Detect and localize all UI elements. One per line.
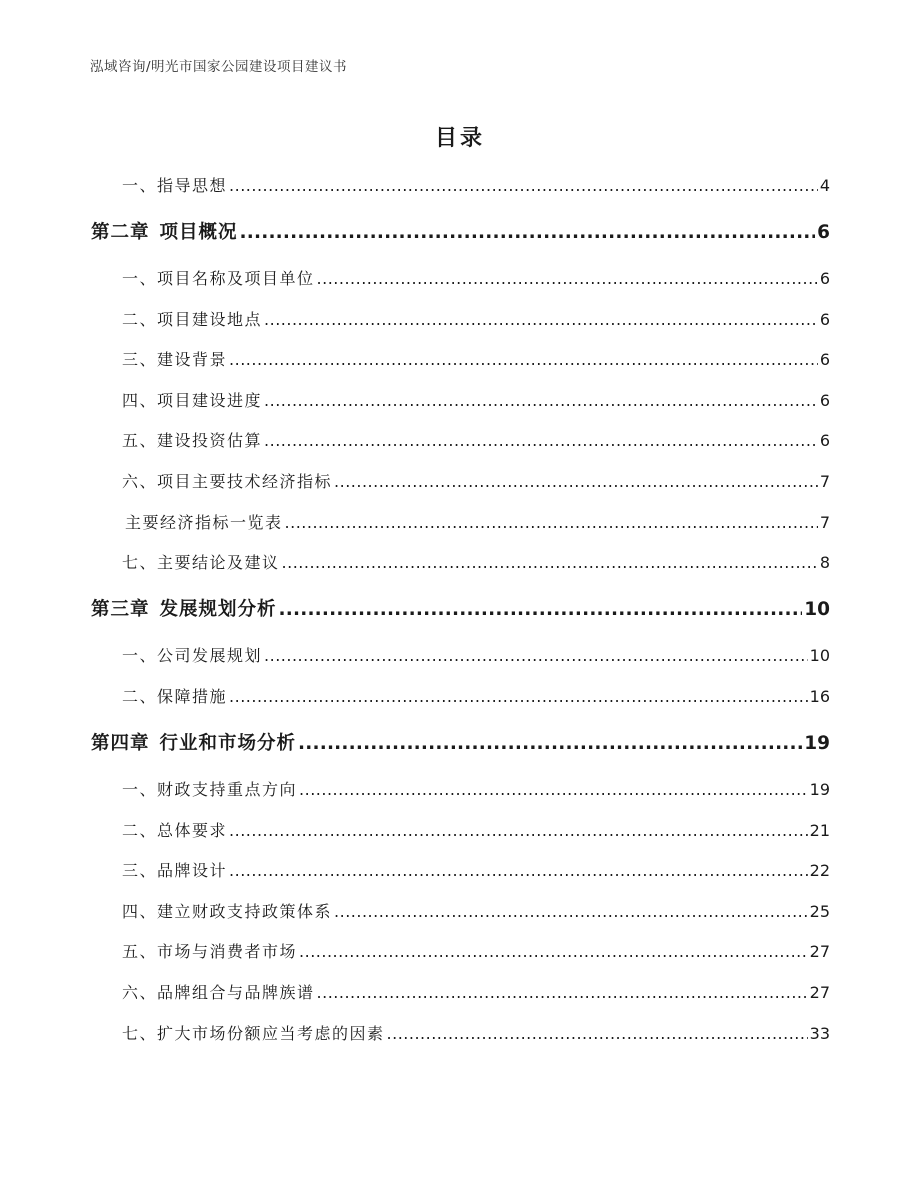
toc-section-entry[interactable]: [91, 259, 830, 300]
toc-entry-number: 六、: [122, 472, 158, 492]
toc-section-entry[interactable]: [91, 677, 830, 718]
toc-entry-text: 总体要求: [157, 820, 228, 840]
toc-entry-text: 项目主要技术经济指标: [157, 472, 333, 492]
toc-section-entry[interactable]: [91, 1014, 830, 1055]
dot-leader: [298, 718, 802, 771]
toc-page-number: 25: [809, 901, 830, 921]
dot-leader: [282, 543, 818, 584]
dot-leader: [229, 811, 808, 852]
toc-section-entry[interactable]: [91, 381, 830, 422]
toc-entry-number: 六、: [122, 983, 158, 1002]
toc-entry-number: 第四章: [91, 732, 150, 754]
toc-page-number: 10: [804, 598, 830, 620]
toc-entry-number: 一、: [122, 646, 158, 666]
toc-entry-text: 项目名称及项目单位: [157, 269, 315, 289]
toc-section-entry[interactable]: [91, 636, 830, 677]
dot-leader: [317, 259, 818, 300]
dot-leader: [229, 340, 818, 381]
toc-section-entry[interactable]: [91, 462, 830, 503]
toc-entry-text: 财政支持重点方向: [157, 780, 298, 800]
dot-leader: [264, 421, 818, 462]
toc-entry-text: 公司发展规划: [157, 646, 263, 666]
toc-chapter-entry[interactable]: [91, 718, 830, 771]
toc-section-entry[interactable]: [91, 851, 830, 892]
toc-page-number: 6: [817, 221, 830, 243]
toc-entry-number: 一、: [122, 176, 158, 195]
toc-entry-text: 品牌组合与品牌族谱: [157, 983, 315, 1002]
toc-entry-number: 三、: [122, 861, 158, 881]
toc-section-entry[interactable]: [91, 770, 830, 811]
dot-leader: [285, 503, 818, 544]
toc-section-entry[interactable]: [91, 973, 830, 1014]
dot-leader: [317, 973, 808, 1014]
toc-page-number: 27: [809, 983, 830, 1002]
toc-entry-number: 二、: [122, 686, 158, 706]
toc-entry-text: 主要结论及建议: [157, 553, 280, 573]
toc-entry-text: 主要经济指标一览表: [125, 512, 283, 532]
toc-section-entry[interactable]: [91, 503, 830, 544]
toc-section-entry[interactable]: [91, 166, 830, 207]
toc-entry-text: 建设投资估算: [157, 431, 263, 451]
toc-page-number: 6: [819, 350, 830, 370]
dot-leader: [264, 381, 818, 422]
toc-page-number: 6: [819, 431, 830, 451]
toc-page-number: 7: [819, 512, 830, 532]
toc-entry-number: 二、: [122, 309, 158, 329]
toc-page-number: 6: [819, 269, 830, 289]
toc-entry-number: 四、: [122, 390, 158, 410]
toc-page-number: 16: [809, 686, 830, 706]
toc-entry-number: 一、: [122, 269, 158, 289]
dot-leader: [229, 677, 808, 718]
toc-page-number: 21: [809, 820, 830, 840]
dot-leader: [240, 207, 816, 260]
toc-entry-number: 七、: [122, 553, 158, 573]
dot-leader: [279, 584, 803, 637]
toc-entry-text: 指导思想: [157, 176, 228, 195]
toc-entry-text: 市场与消费者市场: [157, 942, 298, 962]
toc-entry-text: 项目建设地点: [157, 309, 263, 329]
dot-leader: [264, 636, 808, 677]
toc-entry-number: 二、: [122, 820, 158, 840]
dot-leader: [334, 462, 818, 503]
toc-entry-number: 三、: [122, 350, 158, 370]
toc-page-number: 7: [819, 472, 830, 492]
toc-section-entry[interactable]: [91, 300, 830, 341]
toc-entry-text: 项目概况: [159, 221, 238, 243]
toc-entry-number: 五、: [122, 431, 158, 451]
dot-leader: [229, 851, 808, 892]
toc-page-number: 33: [809, 1023, 830, 1043]
dot-leader: [299, 932, 808, 973]
toc-page-number: 19: [809, 780, 830, 800]
toc-entry-text: 建设背景: [157, 350, 228, 370]
toc-section-entry[interactable]: [91, 932, 830, 973]
dot-leader: [334, 892, 808, 933]
toc-entry-number: 第三章: [91, 598, 150, 620]
dot-leader: [299, 770, 808, 811]
toc-page-number: 27: [809, 942, 830, 962]
toc-entry-text: 保障措施: [157, 686, 228, 706]
toc-entry-number: 七、: [122, 1023, 158, 1043]
toc-chapter-entry[interactable]: [91, 584, 830, 637]
toc-section-entry[interactable]: [91, 543, 830, 584]
toc-page-number: 6: [819, 390, 830, 410]
toc-entry-text: 建立财政支持政策体系: [157, 901, 333, 921]
toc-chapter-entry[interactable]: [91, 207, 830, 260]
toc-entry-text: 品牌设计: [157, 861, 228, 881]
toc-entry-text: 项目建设进度: [157, 390, 263, 410]
toc-entry-number: 第二章: [91, 221, 150, 243]
toc-section-entry[interactable]: [91, 892, 830, 933]
running-header: 泓域咨询/明光市国家公园建设项目建议书: [90, 59, 348, 75]
toc-entry-number: 五、: [122, 942, 158, 962]
toc-page-number: 4: [819, 176, 830, 195]
dot-leader: [387, 1014, 808, 1055]
toc-page-number: 10: [809, 646, 830, 666]
toc-section-entry[interactable]: [91, 421, 830, 462]
toc-entry-text: 行业和市场分析: [159, 732, 297, 754]
toc-page-number: 6: [819, 309, 830, 329]
table-of-contents: [91, 166, 830, 1054]
toc-entry-text: 发展规划分析: [159, 598, 277, 620]
toc-page-number: 8: [819, 553, 830, 573]
toc-entry-text: 扩大市场份额应当考虑的因素: [157, 1023, 385, 1043]
toc-section-entry[interactable]: [91, 811, 830, 852]
dot-leader: [264, 300, 818, 341]
toc-entry-number: 一、: [122, 780, 158, 800]
toc-entry-number: 四、: [122, 901, 158, 921]
toc-title: 目录: [434, 126, 485, 151]
toc-page-number: 22: [809, 861, 830, 881]
toc-section-entry[interactable]: [91, 340, 830, 381]
toc-page-number: 19: [804, 732, 830, 754]
dot-leader: [229, 166, 818, 207]
